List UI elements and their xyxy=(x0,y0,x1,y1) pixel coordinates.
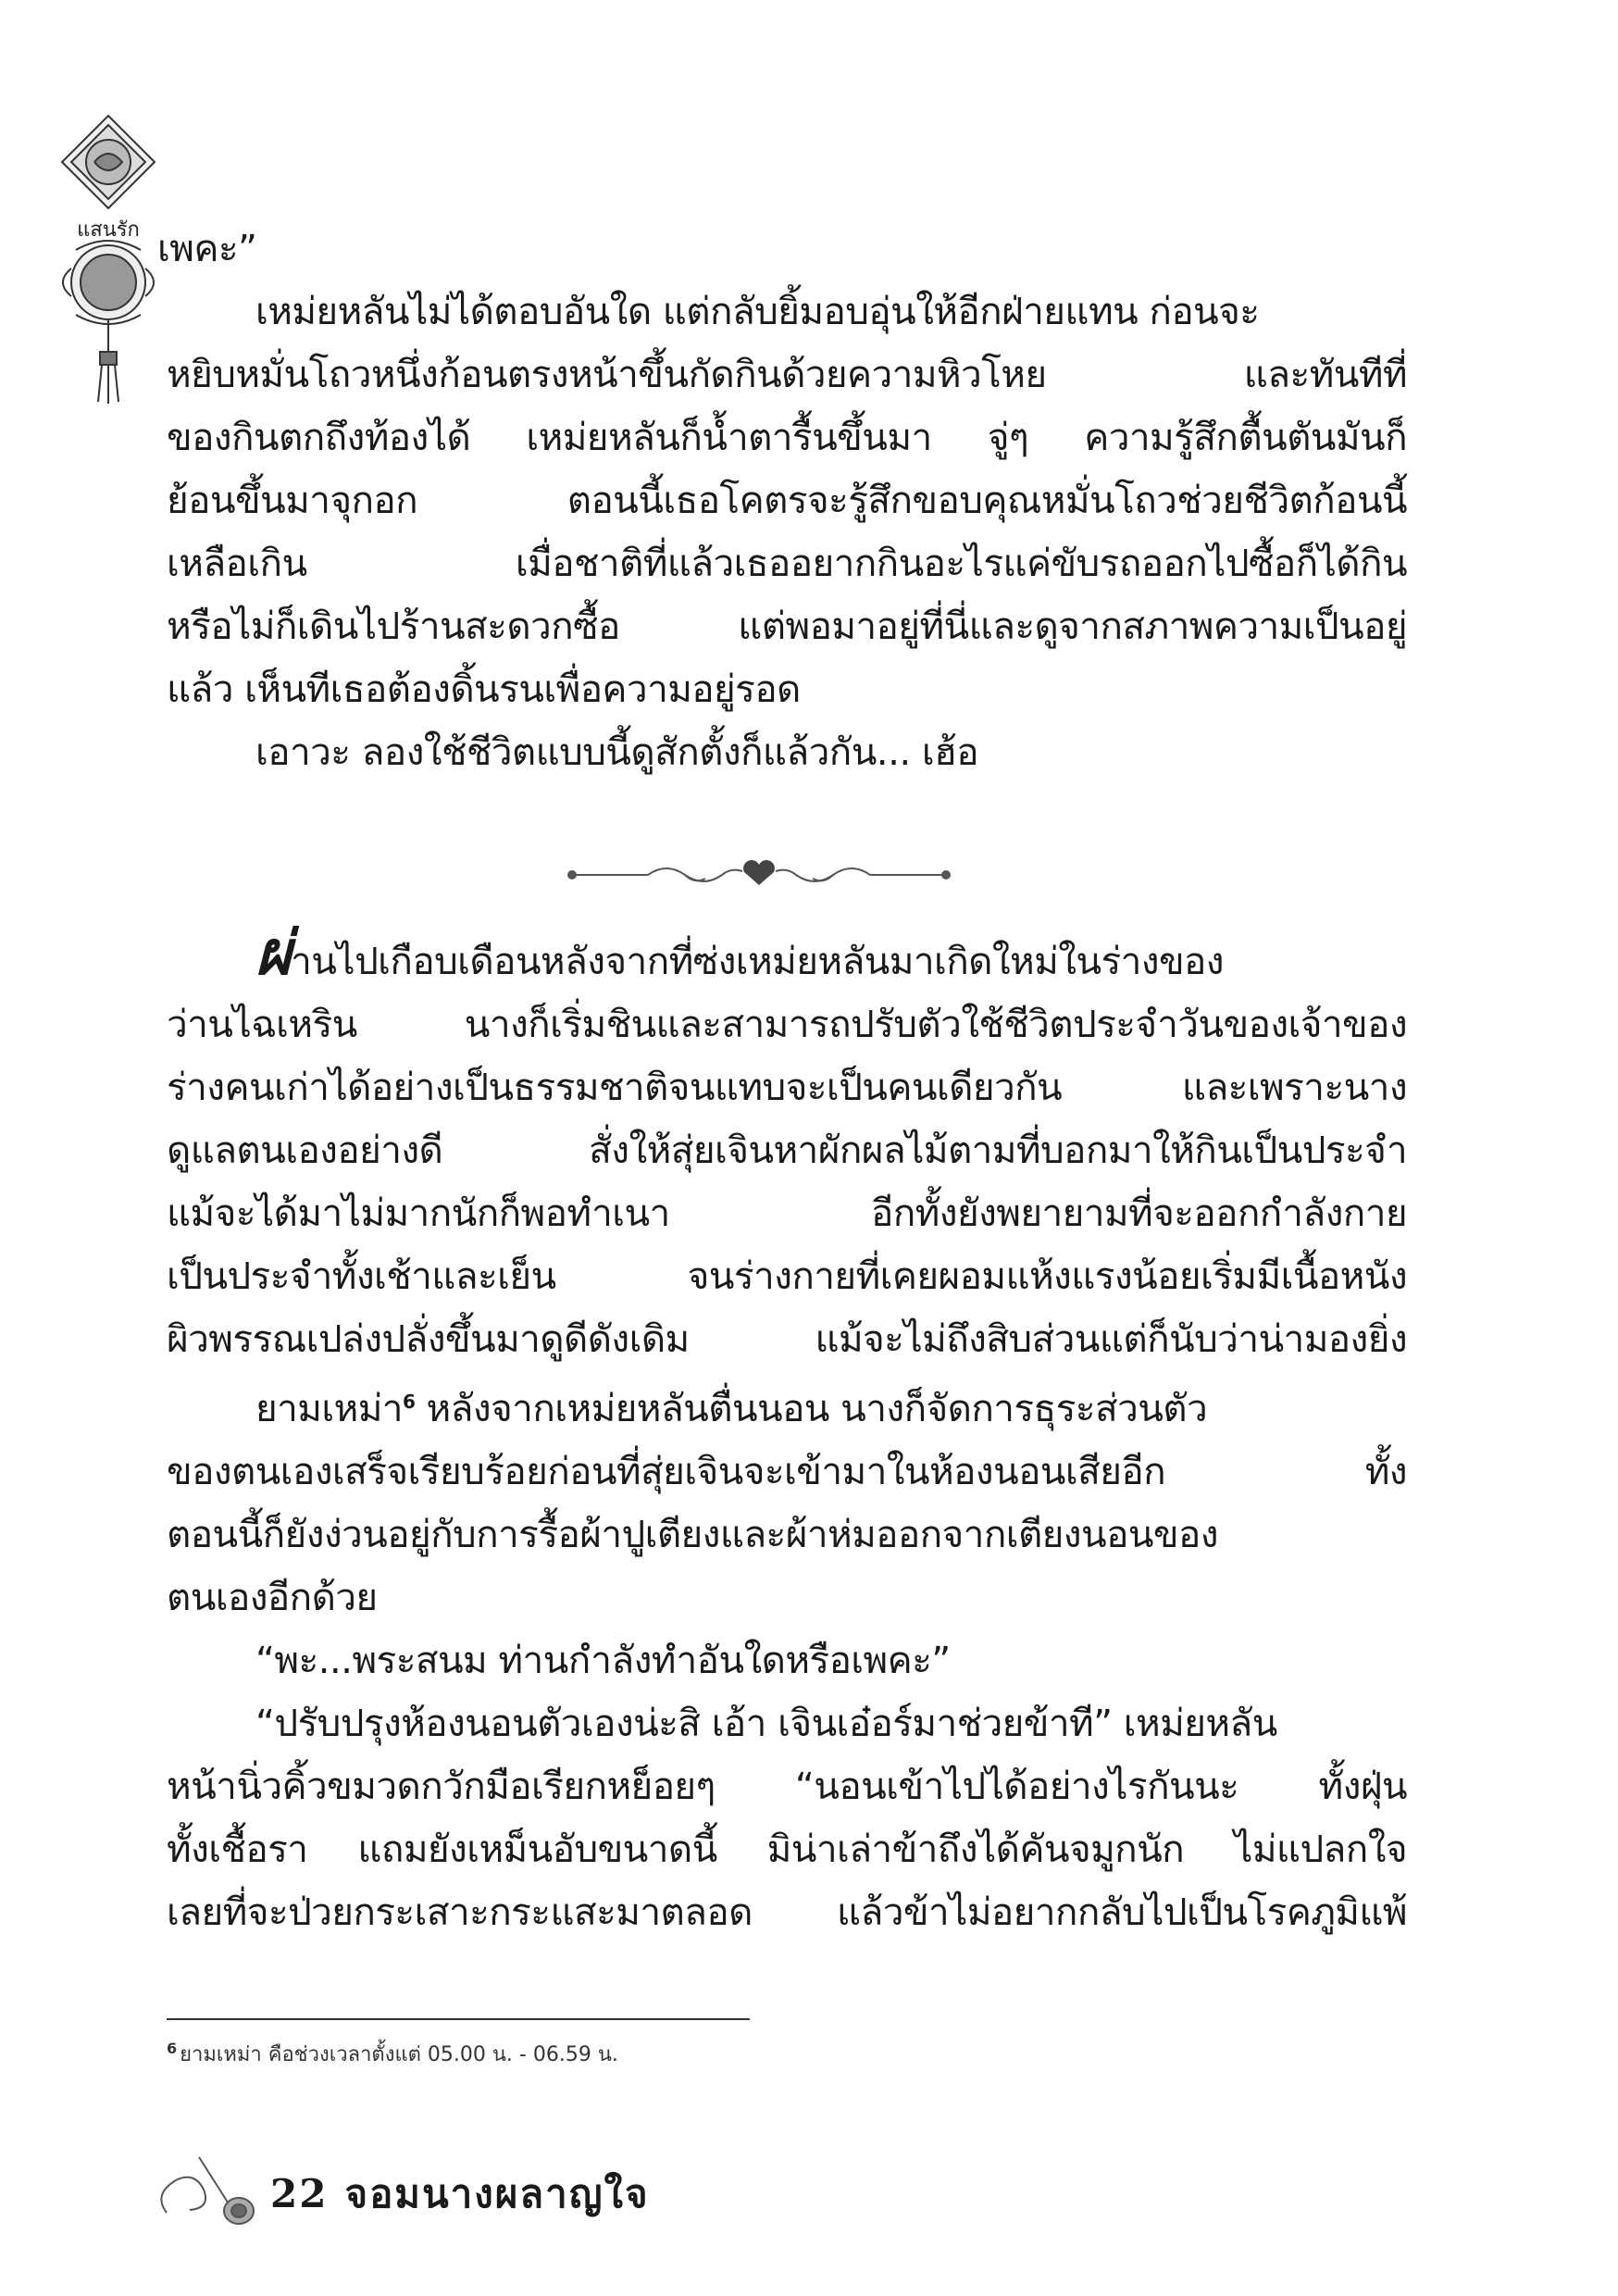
text-line: หรือไม่ก็เดินไปร้านสะดวกซื้อ แต่พอมาอยู่ที่นี่และดูจากสภาพความเป็นอยู่ xyxy=(167,604,1407,648)
text-line: เหลือเกิน เมื่อชาติที่แล้วเธออยากกินอะไรแค่ขับรถออกไปซื้อก็ได้กิน xyxy=(167,541,1407,585)
footnote xyxy=(167,2035,618,2069)
text-line: ตนเองอีกด้วย xyxy=(167,1575,378,1619)
text-line: ย้อนขึ้นมาจุกอก ตอนนี้เธอโคตรจะรู้สึกขอบคุณหมั่นโถวช่วยชีวิตก้อนนี้ xyxy=(167,478,1407,522)
text-line: “ปรับปรุงห้องนอนตัวเองน่ะสิ เอ้า เจินเอ๋อร์มาช่วยข้าที” เหม่ยหลัน xyxy=(255,1701,1277,1745)
text-line: ผ่านไปเกือบเดือนหลังจากที่ซ่งเหม่ยหลันมาเกิดใหม่ในร่างของ xyxy=(255,917,1224,989)
text-line: เป็นประจำทั้งเช้าและเย็น จนร่างกายที่เคยผอมแห้งแรงน้อยเริ่มมีเนื้อหนัง xyxy=(167,1254,1407,1298)
dropcap-letter: ผ่ xyxy=(255,917,292,989)
text-line: ทั้งเชื้อรา แถมยังเหม็นอับขนาดนี้ มิน่าเล่าข้าถึงได้คันจมูกนัก ไม่แปลกใจ xyxy=(167,1827,1407,1871)
ornament-logo-icon xyxy=(48,111,168,407)
text-line: แม้จะได้มาไม่มากนักก็พอทำเนา อีกทั้งยังพยายามที่จะออกกำลังกาย xyxy=(167,1191,1407,1235)
book-title: จอมนางผลาญใจ xyxy=(344,2171,650,2216)
footnote-ref[interactable]: 6 xyxy=(402,1391,416,1413)
page-number: 22 xyxy=(270,2171,329,2216)
text-line: เพคะ” xyxy=(157,226,257,270)
section-1 xyxy=(157,217,1407,783)
footnote-number: 6 xyxy=(167,2040,178,2057)
text-line: ยามเหม่า$^6$ หลังจากเหม่ยหลันตื่นนอน นางก็จัดการธุระส่วนตัว xyxy=(255,1386,1208,1430)
needle-thread-spool-icon xyxy=(148,2148,264,2231)
text-line: ของตนเองเสร็จเรียบร้อยก่อนที่สุ่ยเจินจะเข้ามาในห้องนอนเสียอีก ทั้ง xyxy=(167,1449,1407,1493)
text-line: แล้ว เห็นทีเธอต้องดิ้นรนเพื่อความอยู่รอด xyxy=(167,667,801,711)
footnote-text: ยามเหม่า คือช่วงเวลาตั้งแต่ 05.00 น. - 06.59 น. xyxy=(180,2043,618,2066)
section-2 xyxy=(167,917,1407,1943)
text-line: หน้านิ่วคิ้วขมวดกวักมือเรียกหย็อยๆ “นอนเข้าไปได้อย่างไรกันนะ ทั้งฝุ่น xyxy=(167,1764,1407,1808)
text-line: ตอนนี้ก็ยังง่วนอยู่กับการรื้อผ้าปูเตียงและผ้าห่มออกจากเตียงนอนของ xyxy=(167,1512,1218,1556)
text-line: ดูแลตนเองอย่างดี สั่งให้สุ่ยเจินหาผักผลไม้ตามที่บอกมาให้กินเป็นประจำ xyxy=(167,1128,1407,1172)
text-line: ผิวพรรณเปล่งปลั่งขึ้นมาดูดีดังเดิม แม้จะไม่ถึงสิบส่วนแต่ก็นับว่าน่ามองยิ่ง xyxy=(167,1316,1407,1361)
logo-caption: แสนรัก xyxy=(77,218,140,242)
text-line: ของกินตกถึงท้องได้ เหม่ยหลันก็น้ำตารื้นขึ้นมา จู่ๆ ความรู้สึกตื้นตันมันก็ xyxy=(167,415,1407,459)
text-line: เลยที่จะป่วยกระเสาะกระแสะมาตลอด แล้วข้าไม่อยากกลับไปเป็นโรคภูมิแพ้ xyxy=(167,1890,1407,1934)
text-line: ว่านไฉเหริน นางก็เริ่มชินและสามารถปรับตัวใช้ชีวิตประจำวันของเจ้าของ xyxy=(167,1002,1407,1046)
text-line: หยิบหมั่นโถวหนึ่งก้อนตรงหน้าขึ้นกัดกินด้วยความหิวโหย และทันทีที่ xyxy=(167,352,1407,396)
page-footer xyxy=(270,2166,650,2222)
text-line: เหม่ยหลันไม่ได้ตอบอันใด แต่กลับยิ้มอบอุ่นให้อีกฝ่ายแทน ก่อนจะ xyxy=(255,289,1260,333)
text-line: ร่างคนเก่าได้อย่างเป็นธรรมชาติจนแทบจะเป็นคนเดียวกัน และเพราะนาง xyxy=(167,1065,1407,1109)
heart-flourish-divider-icon xyxy=(565,852,953,898)
text-line: เอาวะ ลองใช้ชีวิตแบบนี้ดูสักตั้งก็แล้วกัน... เฮ้อ xyxy=(255,730,978,774)
text-line: “พะ...พระสนม ท่านกำลังทำอันใดหรือเพคะ” xyxy=(255,1638,951,1682)
footnote-rule xyxy=(167,2018,750,2020)
